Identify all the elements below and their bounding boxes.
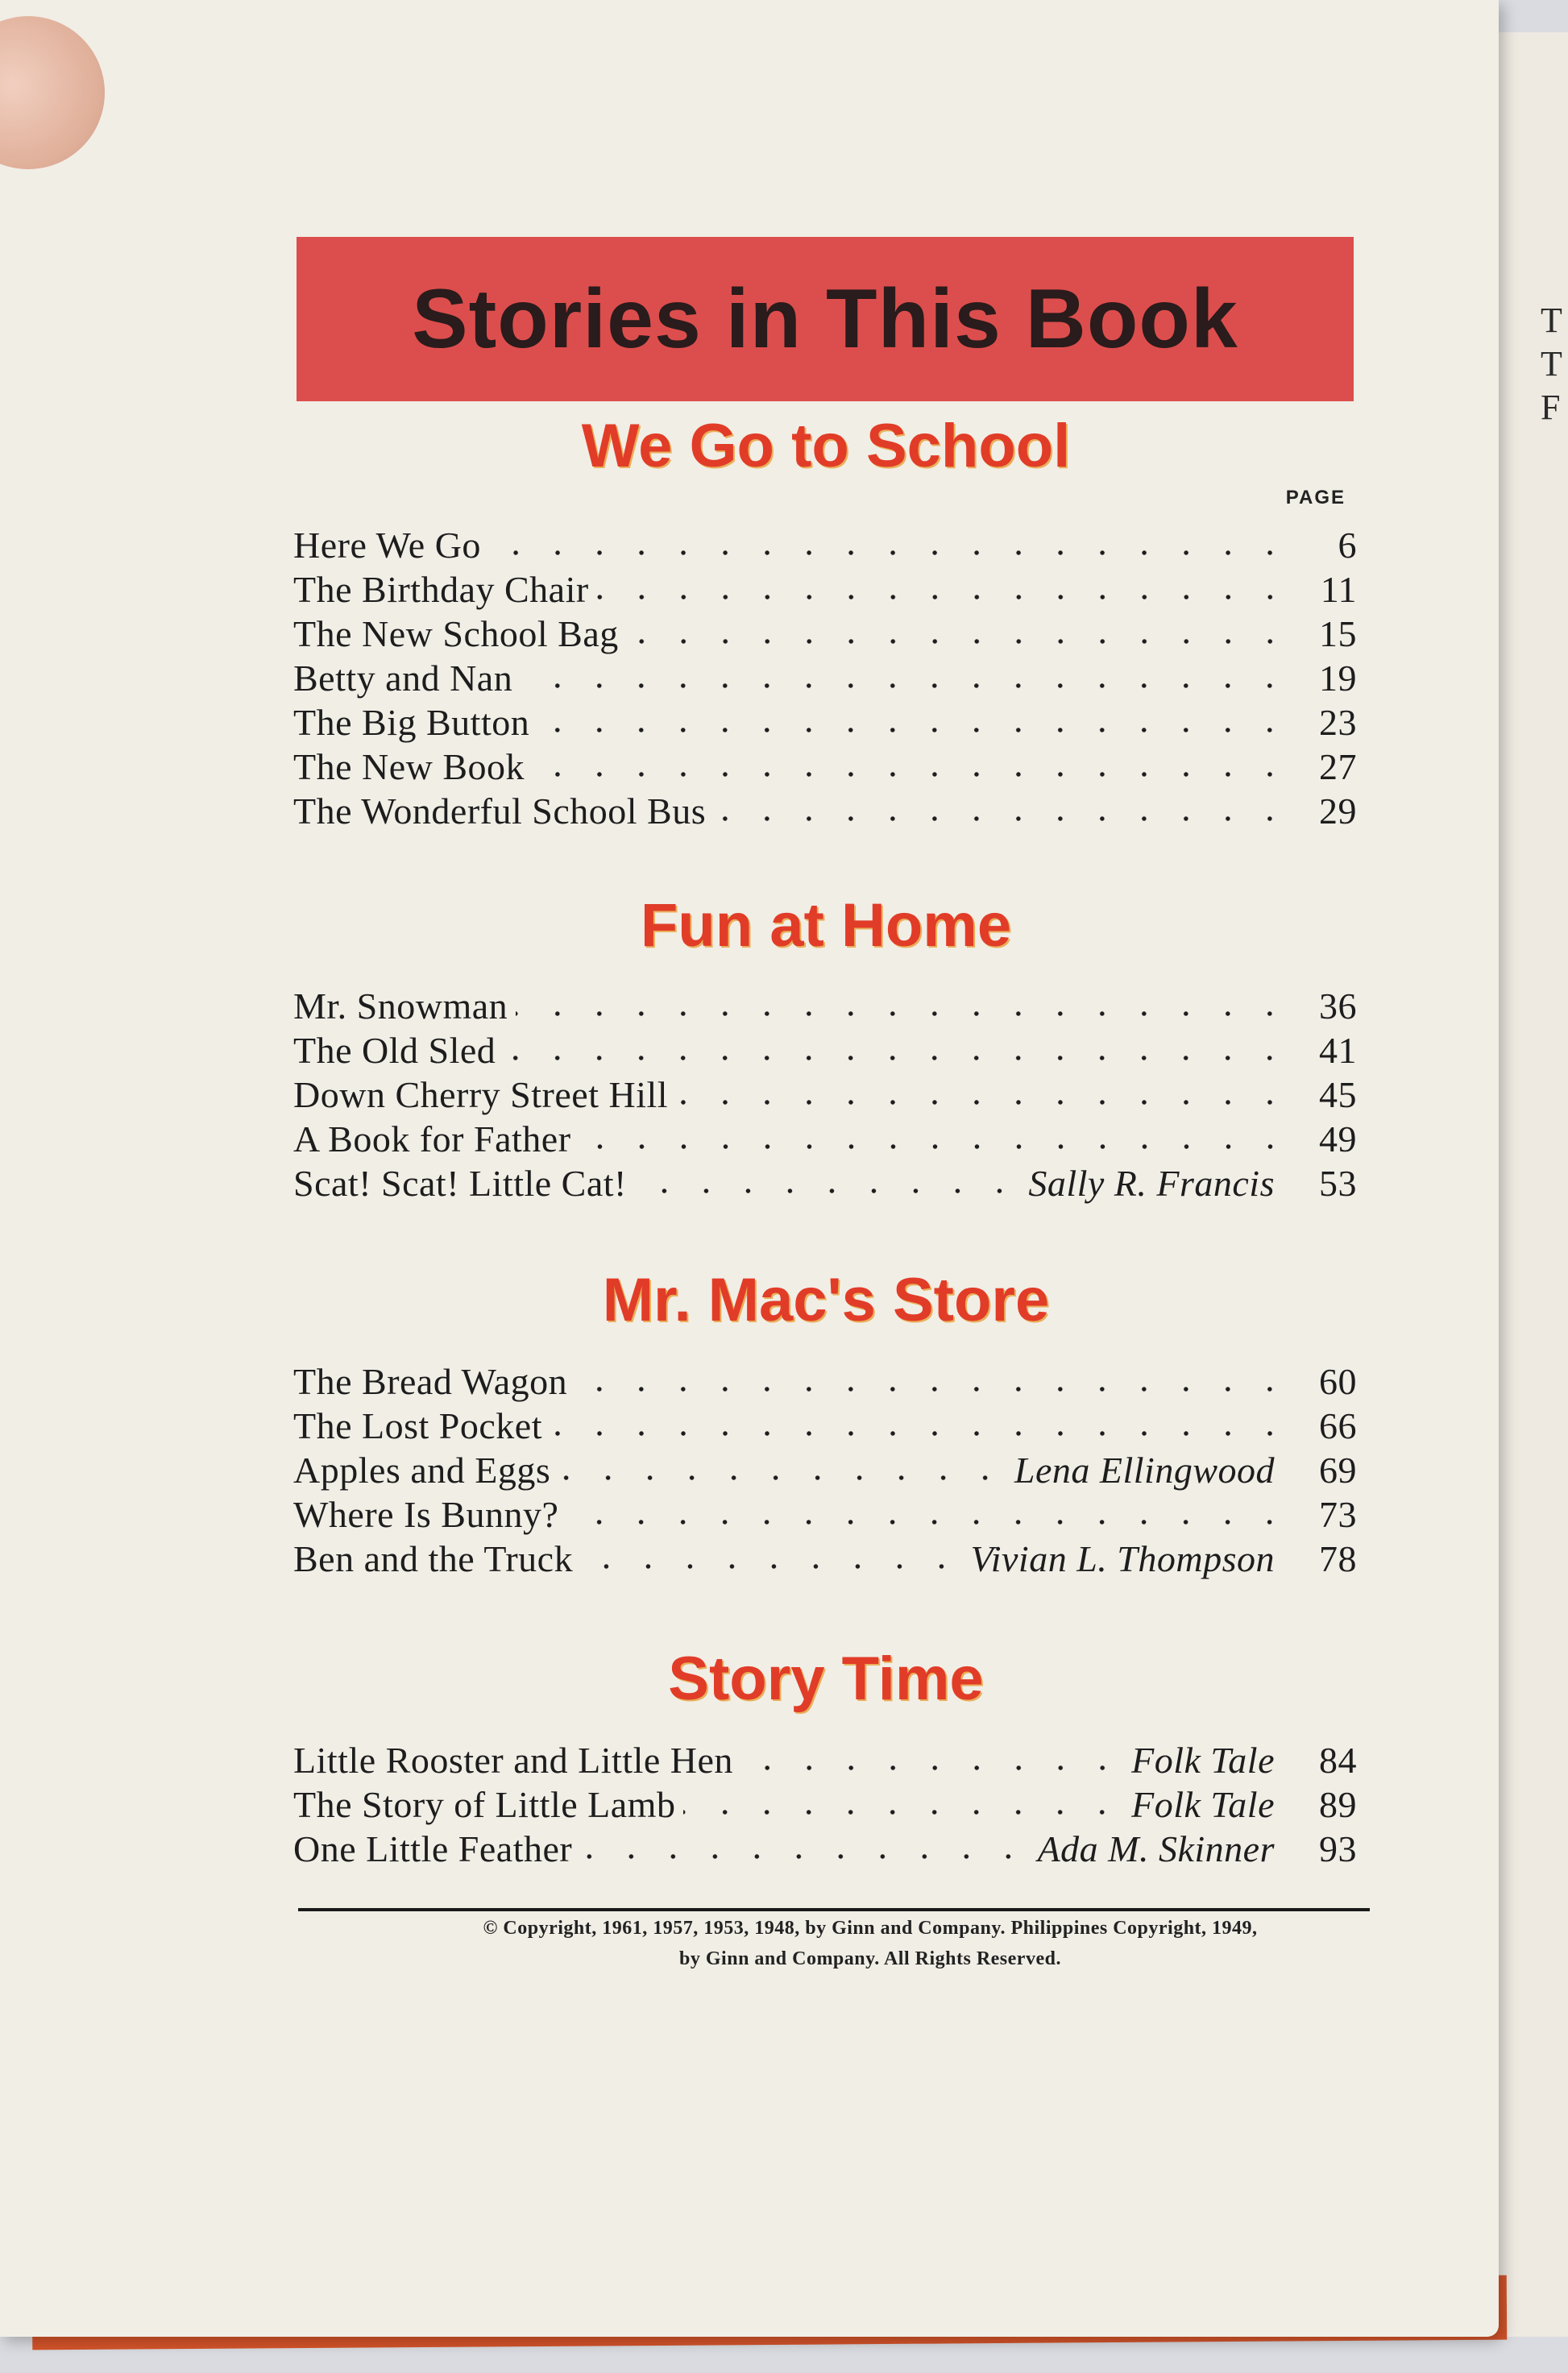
entry-page: 49 — [1319, 1118, 1357, 1160]
toc-entry — [293, 745, 1357, 790]
entry-title: Where Is Bunny? — [293, 1494, 559, 1535]
divider-rule — [298, 1908, 1370, 1911]
toc-entry — [293, 1537, 1357, 1583]
entry-page: 66 — [1319, 1405, 1357, 1446]
toc-entry — [293, 1073, 1357, 1118]
entry-title: The Lost Pocket — [293, 1405, 542, 1446]
toc-entry — [293, 657, 1357, 702]
adjacent-page-letter: T — [1541, 344, 1562, 384]
section-heading: Fun at Home — [640, 891, 1012, 960]
entry-page: 27 — [1319, 746, 1357, 787]
page-title: Stories in This Book — [412, 272, 1238, 366]
adjacent-page-letter: F — [1541, 388, 1561, 427]
copyright-line-2: by Ginn and Company. All Rights Reserved. — [679, 1948, 1061, 1969]
entry-title: Here We Go — [293, 525, 481, 566]
entry-page: 78 — [1319, 1538, 1357, 1579]
dot-leader — [597, 592, 1291, 602]
entry-title: Little Rooster and Little Hen — [293, 1740, 733, 1781]
dot-leader — [575, 1384, 1291, 1394]
entry-page: 6 — [1338, 525, 1357, 566]
entry-title: The Big Button — [293, 702, 530, 743]
dot-leader — [489, 548, 1291, 558]
toc-entry — [293, 1449, 1357, 1494]
toc-entry — [293, 985, 1357, 1030]
entry-title: The New Book — [293, 746, 525, 787]
dot-leader — [566, 1517, 1291, 1527]
entry-author: Vivian L. Thompson — [970, 1538, 1275, 1579]
entry-page: 93 — [1319, 1828, 1357, 1869]
section-heading: Mr. Mac's Store — [602, 1266, 1050, 1334]
dot-leader — [741, 1763, 1123, 1773]
entry-title: The New School Bag — [293, 613, 619, 654]
entry-title: One Little Feather — [293, 1828, 573, 1869]
toc-entry — [293, 701, 1357, 746]
entry-title: The Story of Little Lamb — [293, 1784, 676, 1825]
entry-page: 73 — [1319, 1494, 1357, 1535]
entry-page: 60 — [1319, 1361, 1357, 1402]
section-heading: We Go to School — [581, 412, 1071, 480]
entry-title: The Old Sled — [293, 1030, 496, 1071]
entry-title: The Birthday Chair — [293, 569, 589, 610]
dot-leader — [533, 770, 1291, 779]
dot-leader — [521, 681, 1291, 691]
dot-leader — [635, 1186, 1020, 1196]
entry-page: 36 — [1319, 985, 1357, 1027]
adjacent-page-letter: T — [1541, 301, 1562, 340]
page-column-label: PAGE — [1285, 487, 1346, 508]
entry-title: Apples and Eggs — [293, 1450, 551, 1491]
entry-title: Scat! Scat! Little Cat! — [293, 1163, 627, 1204]
entry-author: Folk Tale — [1131, 1784, 1275, 1825]
entry-title: Ben and the Truck — [293, 1538, 574, 1579]
toc-entry — [293, 790, 1357, 835]
entry-page: 29 — [1319, 790, 1357, 832]
toc-entry — [293, 1404, 1357, 1450]
entry-title: The Wonderful School Bus — [293, 790, 707, 832]
dot-leader — [558, 1473, 1006, 1483]
entry-page: 23 — [1319, 702, 1357, 743]
section-heading: Story Time — [668, 1645, 984, 1713]
toc-entry — [293, 524, 1357, 569]
entry-page: 11 — [1320, 569, 1357, 610]
toc-entry — [293, 612, 1357, 658]
entry-page: 69 — [1319, 1450, 1357, 1491]
dot-leader — [683, 1807, 1123, 1817]
toc-entry — [293, 1493, 1357, 1538]
copyright-line-1: © Copyright, 1961, 1957, 1953, 1948, by Ginn and Company. Philippines Copyright, 1949, — [483, 1918, 1258, 1939]
entry-author: Folk Tale — [1131, 1740, 1275, 1781]
dot-leader — [504, 1053, 1291, 1063]
entry-page: 84 — [1319, 1740, 1357, 1781]
toc-entry — [293, 568, 1357, 613]
dot-leader — [714, 814, 1291, 823]
entry-title: The Bread Wagon — [293, 1361, 568, 1402]
dot-leader — [516, 1009, 1291, 1018]
entry-author: Ada M. Skinner — [1037, 1828, 1275, 1869]
dot-leader — [627, 637, 1291, 646]
toc-entry — [293, 1029, 1357, 1074]
toc-entry — [293, 1739, 1357, 1784]
dot-leader — [537, 725, 1291, 735]
entry-page: 19 — [1319, 658, 1357, 699]
entry-title: Mr. Snowman — [293, 985, 508, 1027]
thumb — [0, 16, 105, 169]
toc-entry — [293, 1783, 1357, 1828]
dot-leader — [580, 1852, 1029, 1861]
entry-title: A Book for Father — [293, 1118, 571, 1160]
entry-author: Sally R. Francis — [1028, 1163, 1275, 1204]
entry-title: Betty and Nan — [293, 658, 513, 699]
entry-page: 15 — [1319, 613, 1357, 654]
entry-page: 41 — [1319, 1030, 1357, 1071]
entry-page: 45 — [1319, 1074, 1357, 1115]
title-banner — [297, 237, 1354, 401]
entry-title: Down Cherry Street Hill — [293, 1074, 669, 1115]
toc-entry — [293, 1827, 1357, 1873]
dot-leader — [579, 1142, 1291, 1151]
toc-entry — [293, 1118, 1357, 1163]
entry-author: Lena Ellingwood — [1014, 1450, 1275, 1491]
toc-entry — [293, 1360, 1357, 1405]
dot-leader — [676, 1097, 1291, 1107]
dot-leader — [581, 1562, 962, 1571]
toc-entry — [293, 1162, 1357, 1207]
entry-page: 53 — [1319, 1163, 1357, 1204]
entry-page: 89 — [1319, 1784, 1357, 1825]
dot-leader — [550, 1429, 1291, 1438]
